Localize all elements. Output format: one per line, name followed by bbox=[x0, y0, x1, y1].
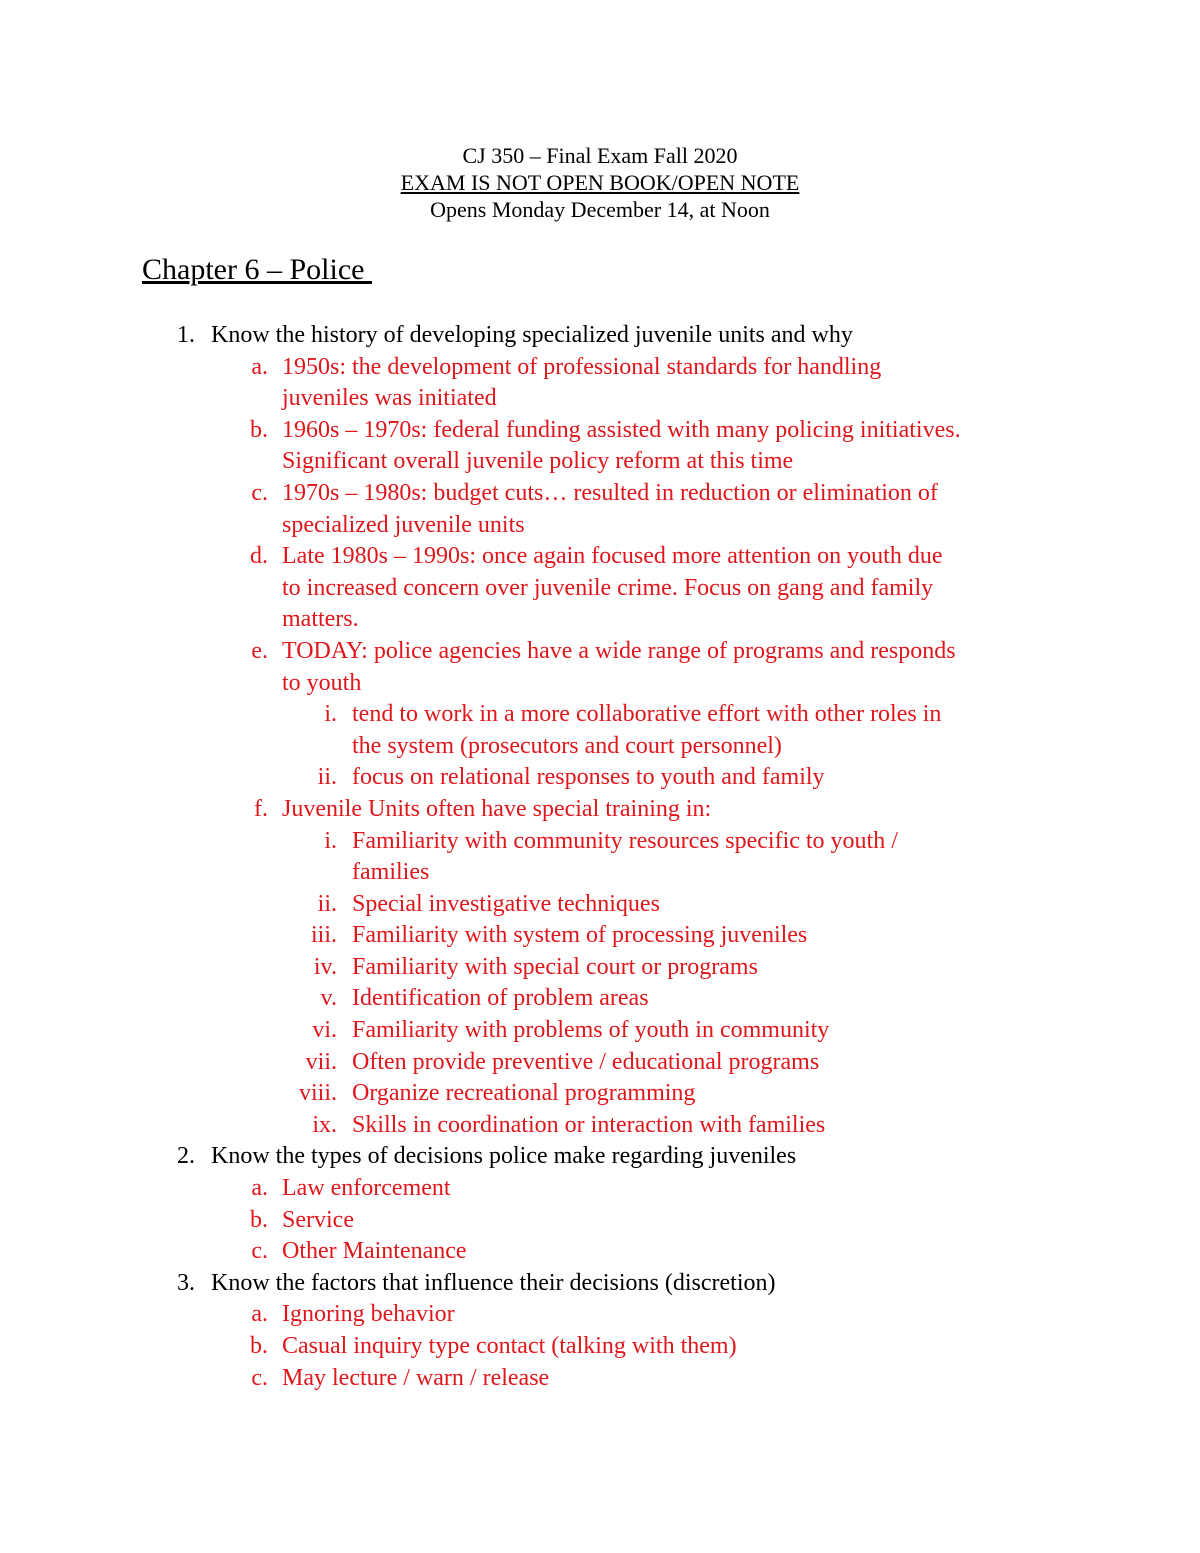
list-marker: c. bbox=[251, 1238, 268, 1265]
list-marker: c. bbox=[251, 479, 268, 506]
outline-row bbox=[0, 352, 1200, 384]
list-item-text: Familiarity with system of processing juveniles bbox=[352, 922, 808, 949]
outline-row bbox=[0, 510, 1200, 542]
list-item-text: 1960s – 1970s: federal funding assisted with many policing initiatives. bbox=[282, 416, 961, 443]
exam-header bbox=[0, 142, 1200, 223]
list-item-text: Law enforcement bbox=[282, 1175, 451, 1202]
study-outline bbox=[0, 320, 1200, 1394]
outline-row bbox=[0, 1078, 1200, 1110]
list-item-text: Other Maintenance bbox=[282, 1238, 467, 1265]
list-marker: a. bbox=[251, 353, 268, 380]
exam-open-date: Opens Monday December 14, at Noon bbox=[430, 197, 770, 222]
outline-row bbox=[0, 1299, 1200, 1331]
list-item-text: Ignoring behavior bbox=[282, 1301, 455, 1328]
list-marker: e. bbox=[251, 637, 268, 664]
list-item-text: Familiarity with community resources specific to youth / bbox=[352, 827, 898, 854]
list-item-text: to youth bbox=[282, 669, 362, 696]
outline-row bbox=[0, 1141, 1200, 1173]
list-marker: ii. bbox=[317, 764, 337, 791]
list-item-text: the system (prosecutors and court personnel) bbox=[352, 732, 782, 759]
list-item-text: Identification of problem areas bbox=[352, 985, 649, 1012]
list-item-text: juveniles was initiated bbox=[282, 385, 497, 412]
list-marker: i. bbox=[324, 827, 337, 854]
list-marker: b. bbox=[250, 1333, 268, 1359]
outline-row bbox=[0, 573, 1200, 605]
list-marker: iv. bbox=[313, 953, 337, 980]
outline-row bbox=[0, 1331, 1200, 1363]
list-item-text: Organize recreational programming bbox=[352, 1080, 696, 1107]
outline-row bbox=[0, 446, 1200, 478]
list-item-text: Know the history of developing specialized juvenile units and why bbox=[211, 322, 853, 348]
outline-row bbox=[0, 762, 1200, 794]
list-item-text: Special investigative techniques bbox=[352, 890, 660, 917]
outline-row bbox=[0, 668, 1200, 700]
list-marker: v. bbox=[320, 985, 337, 1012]
list-item-text: tend to work in a more collaborative effort with other roles in bbox=[352, 701, 942, 728]
outline-row bbox=[0, 920, 1200, 952]
outline-row bbox=[0, 983, 1200, 1015]
outline-row bbox=[0, 1205, 1200, 1237]
list-item-text: to increased concern over juvenile crime. Focus on gang and family bbox=[282, 574, 934, 601]
list-item-text: specialized juvenile units bbox=[282, 511, 525, 538]
list-marker: a. bbox=[251, 1175, 268, 1202]
list-marker: vii. bbox=[305, 1048, 337, 1075]
outline-row bbox=[0, 636, 1200, 668]
outline-row bbox=[0, 889, 1200, 921]
list-item-text: TODAY: police agencies have a wide range of programs and responds bbox=[282, 637, 956, 664]
outline-row bbox=[0, 1173, 1200, 1205]
list-item-text: Know the factors that influence their decisions (discretion) bbox=[211, 1269, 776, 1296]
list-item-text: Casual inquiry type contact (talking with them) bbox=[282, 1333, 737, 1359]
outline-row bbox=[0, 1110, 1200, 1142]
outline-row bbox=[0, 1047, 1200, 1079]
list-marker: b. bbox=[250, 416, 268, 443]
outline-row bbox=[0, 541, 1200, 573]
list-item-text: Skills in coordination or interaction with families bbox=[352, 1111, 826, 1138]
list-item-text: Know the types of decisions police make regarding juveniles bbox=[211, 1143, 797, 1170]
list-marker: viii. bbox=[298, 1080, 337, 1107]
list-marker: iii. bbox=[310, 922, 337, 949]
list-item-text: May lecture / warn / release bbox=[282, 1364, 550, 1391]
list-marker: 2. bbox=[177, 1143, 195, 1170]
list-marker: a. bbox=[251, 1301, 268, 1328]
exam-title: CJ 350 – Final Exam Fall 2020 bbox=[462, 143, 738, 168]
list-marker: i. bbox=[324, 701, 337, 728]
outline-row bbox=[0, 731, 1200, 763]
outline-row bbox=[0, 604, 1200, 636]
list-item-text: focus on relational responses to youth and family bbox=[352, 764, 825, 791]
outline-row bbox=[0, 1236, 1200, 1268]
list-marker: c. bbox=[251, 1364, 268, 1391]
list-marker: 1. bbox=[177, 322, 195, 348]
outline-row bbox=[0, 857, 1200, 889]
list-marker: vi. bbox=[312, 1017, 337, 1044]
outline-row bbox=[0, 383, 1200, 415]
outline-row bbox=[0, 1268, 1200, 1300]
list-item-text: Service bbox=[282, 1206, 354, 1233]
list-item-text: matters. bbox=[282, 606, 359, 633]
list-marker: ii. bbox=[317, 890, 337, 917]
outline-row bbox=[0, 699, 1200, 731]
list-marker: d. bbox=[250, 543, 268, 570]
list-marker: ix. bbox=[312, 1111, 337, 1138]
chapter-title: Chapter 6 – Police bbox=[142, 253, 372, 286]
list-item-text: Juvenile Units often have special training in: bbox=[282, 795, 712, 822]
list-item-text: Late 1980s – 1990s: once again focused more attention on youth due bbox=[282, 543, 943, 570]
list-item-text: Significant overall juvenile policy reform at this time bbox=[282, 448, 794, 475]
outline-row bbox=[0, 952, 1200, 984]
exam-notice: EXAM IS NOT OPEN BOOK/OPEN NOTE bbox=[400, 170, 800, 195]
list-item-text: Often provide preventive / educational programs bbox=[352, 1048, 820, 1075]
outline-row bbox=[0, 1015, 1200, 1047]
list-marker: b. bbox=[250, 1206, 268, 1233]
outline-row bbox=[0, 1363, 1200, 1395]
outline-row bbox=[0, 826, 1200, 858]
outline-row bbox=[0, 794, 1200, 826]
outline-row bbox=[0, 415, 1200, 447]
list-item-text: 1970s – 1980s: budget cuts… resulted in reduction or elimination of bbox=[282, 479, 938, 506]
list-item-text: families bbox=[352, 859, 430, 886]
list-item-text: Familiarity with special court or programs bbox=[352, 953, 758, 980]
outline-row bbox=[0, 478, 1200, 510]
list-marker: 3. bbox=[177, 1269, 195, 1296]
outline-row bbox=[0, 320, 1200, 352]
list-marker: f. bbox=[254, 795, 268, 822]
list-item-text: Familiarity with problems of youth in community bbox=[352, 1017, 830, 1044]
list-item-text: 1950s: the development of professional standards for handling bbox=[282, 353, 882, 380]
